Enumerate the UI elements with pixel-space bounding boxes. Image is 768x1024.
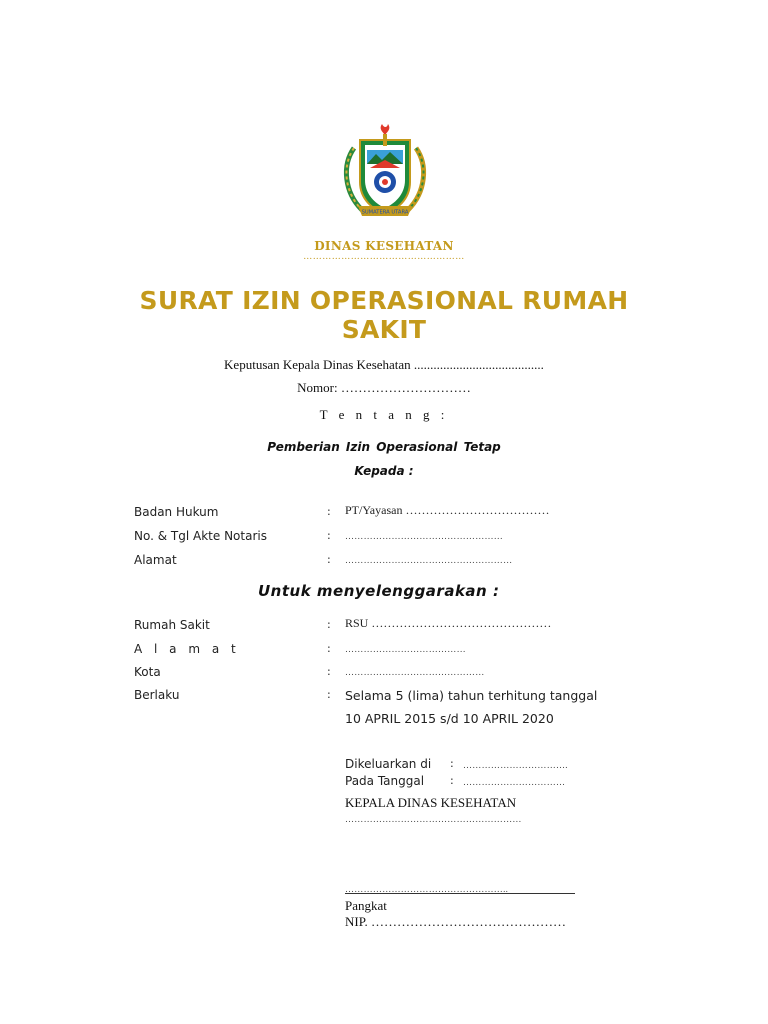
- kepala-dinas-dots: …………………………………………………: [345, 814, 522, 824]
- rumah-sakit-colon: :: [327, 618, 331, 631]
- kepada-line: Kepada :: [354, 464, 414, 478]
- dikeluarkan-colon: :: [450, 757, 454, 770]
- signature-dots: ……………………………………………..: [345, 884, 509, 894]
- berlaku-colon: :: [327, 688, 331, 701]
- dinas-name-dots: ……………………………………………: [303, 252, 465, 262]
- badan-hukum-label: Badan Hukum: [134, 505, 219, 519]
- signature-line: [345, 893, 575, 894]
- title-line-1: SURAT IZIN OPERASIONAL RUMAH: [139, 286, 629, 315]
- rumah-sakit-value: RSU ………………………………………: [345, 616, 552, 630]
- dikeluarkan-label: Dikeluarkan di: [345, 757, 432, 771]
- kepala-dinas-title: KEPALA DINAS KESEHATAN: [345, 795, 517, 810]
- dikeluarkan-value: …………………………….: [463, 760, 568, 770]
- alamat-colon: :: [327, 553, 331, 566]
- tanggal-label: Pada Tanggal: [345, 774, 425, 788]
- pemberian-line: Pemberian Izin Operasional Tetap: [267, 440, 501, 454]
- berlaku-value: Selama 5 (lima) tahun terhitung tanggal: [345, 688, 598, 703]
- emblem-ribbon-text: SUMATERA UTARA: [361, 209, 409, 216]
- badan-hukum-value: PT/Yayasan ………………………………: [345, 503, 550, 517]
- akte-notaris-label: No. & Tgl Akte Notaris: [134, 529, 267, 543]
- kota-label: Kota: [134, 665, 161, 679]
- rumah-sakit-label: Rumah Sakit: [134, 618, 210, 632]
- berlaku-label: Berlaku: [134, 688, 180, 702]
- kota-value: ………………………………………: [345, 667, 485, 677]
- document-title: [110, 286, 658, 344]
- rs-alamat-colon: :: [327, 642, 331, 655]
- badan-hukum-colon: :: [327, 505, 331, 518]
- nip-line: NIP. ………………………………………: [345, 914, 567, 929]
- sumatera-utara-emblem: [340, 120, 430, 224]
- tentang-heading: T e n t a n g :: [319, 407, 449, 422]
- pangkat-label: Pangkat: [345, 898, 387, 913]
- dinas-heading: DINAS KESEHATAN: [314, 239, 454, 253]
- akte-notaris-value: ……………………………………………: [345, 531, 504, 541]
- tanggal-colon: :: [450, 774, 454, 787]
- rs-alamat-value: …………………………………: [345, 644, 466, 654]
- keputusan-line: Keputusan Kepala Dinas Kesehatan ........................................: [224, 357, 544, 372]
- tanggal-value: ……………………………: [463, 777, 566, 787]
- alamat-value: ………………………………………………: [345, 555, 513, 565]
- akte-notaris-colon: :: [327, 529, 331, 542]
- nomor-line: Nomor: …………………………: [297, 380, 471, 395]
- alamat-label: Alamat: [134, 553, 177, 567]
- berlaku-dates: 10 APRIL 2015 s/d 10 APRIL 2020: [345, 711, 554, 726]
- kota-colon: :: [327, 665, 331, 678]
- untuk-heading: Untuk menyelenggarakan :: [258, 582, 500, 600]
- rs-alamat-label: A l a m a t: [134, 642, 240, 656]
- title-line-2: SAKIT: [341, 315, 427, 344]
